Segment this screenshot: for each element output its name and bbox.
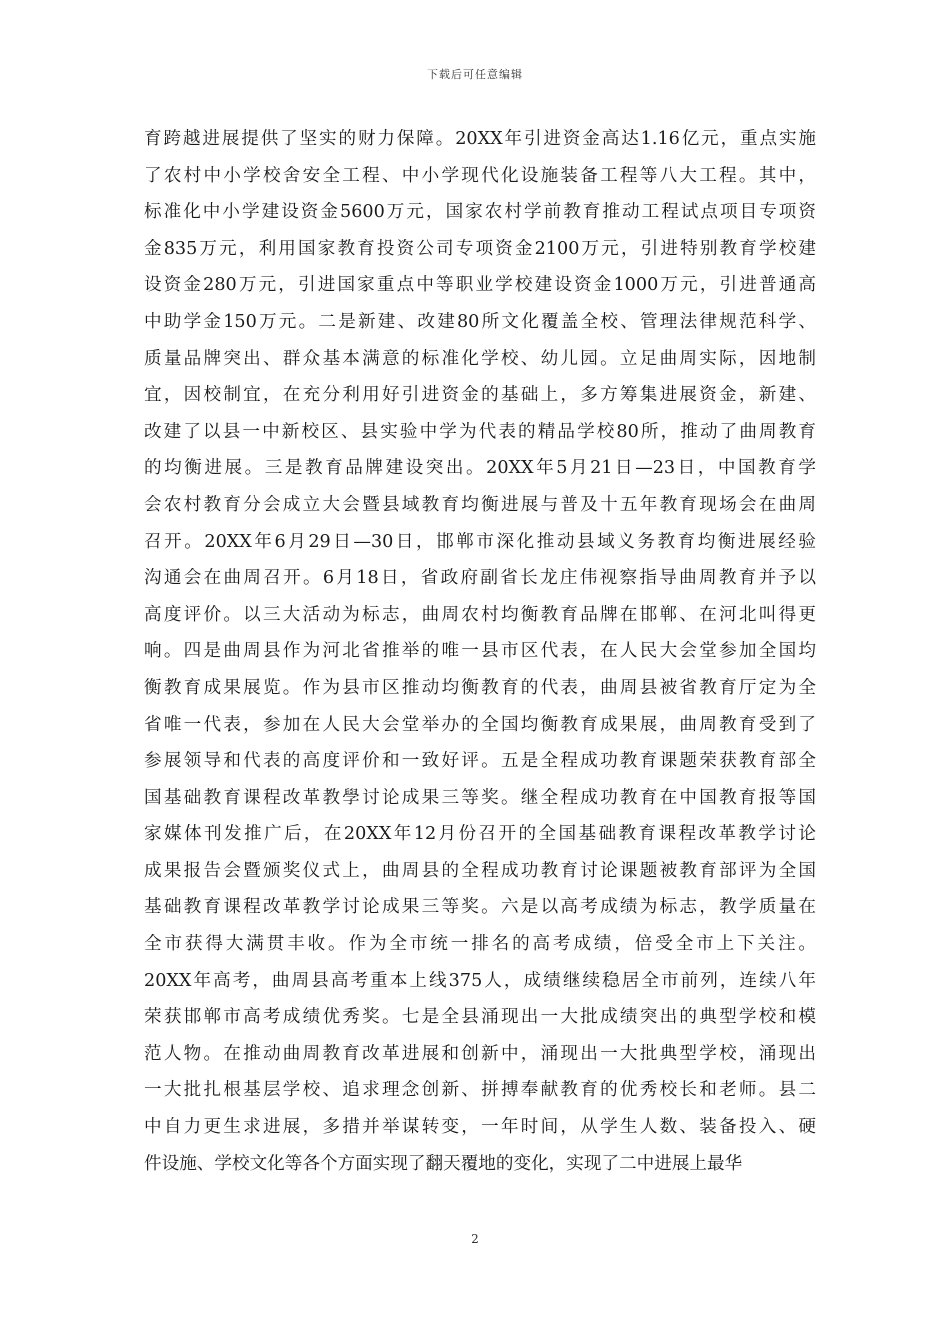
page-number: 2 bbox=[471, 1232, 479, 1246]
text-line: 改建了以县一中新校区、县实验中学为代表的精品学校80所，推动了曲周教育 bbox=[144, 421, 816, 442]
text-line: 会农村教育分会成立大会暨县域教育均衡进展与普及十五年教育现场会在曲周 bbox=[144, 494, 816, 515]
text-line: 范人物。在推动曲周教育改革进展和创新中，涌现出一大批典型学校，涌现出 bbox=[144, 1043, 816, 1064]
body-text bbox=[144, 121, 816, 1182]
text-line: 成果报告会暨颁奖仪式上，曲周县的全程成功教育讨论课题被教育部评为全国 bbox=[144, 860, 816, 881]
text-line: 高度评价。以三大活动为标志，曲周农村均衡教育品牌在邯郸、在河北叫得更 bbox=[144, 604, 816, 625]
page-header: 下载后可任意编辑 bbox=[427, 68, 523, 81]
text-line: 宜，因校制宜，在充分利用好引进资金的基础上，多方筹集进展资金，新建、 bbox=[144, 385, 816, 406]
text-line: 国基础教育课程改革教學讨论成果三等奖。继全程成功教育在中国教育报等国 bbox=[144, 787, 816, 808]
text-line: 标准化中小学建设资金5600万元，国家农村学前教育推动工程试点项目专项资 bbox=[144, 202, 816, 223]
text-line: 全市获得大满贯丰收。作为全市统一排名的高考成绩，倍受全市上下关注。 bbox=[144, 934, 816, 955]
text-line: 衡教育成果展览。作为县市区推动均衡教育的代表，曲周县被省教育厅定为全 bbox=[144, 677, 816, 698]
text-line: 质量品牌突出、群众基本满意的标准化学校、幼儿园。立足曲周实际，因地制 bbox=[144, 348, 816, 369]
text-line: 中助学金150万元。二是新建、改建80所文化覆盖全校、管理法律规范科学、 bbox=[144, 311, 816, 332]
text-line: 育跨越进展提供了坚实的财力保障。20XX年引进资金高达1.16亿元，重点实施 bbox=[144, 129, 816, 149]
text-line: 参展领导和代表的高度评价和一致好评。五是全程成功教育课题荣获教育部全 bbox=[144, 751, 816, 772]
text-line: 荣获邯郸市高考成绩优秀奖。七是全县涌现出一大批成绩突出的典型学校和模 bbox=[144, 1007, 816, 1028]
text-line: 响。四是曲周县作为河北省推举的唯一县市区代表，在人民大会堂参加全国均 bbox=[144, 641, 816, 662]
text-line: 20XX年高考，曲周县高考重本上线375人，成绩继续稳居全市前列，连续八年 bbox=[144, 970, 816, 991]
text-line: 了农村中小学校舍安全工程、中小学现代化设施装备工程等八大工程。其中， bbox=[144, 165, 816, 186]
text-line: 一大批扎根基层学校、追求理念创新、拼搏奉献教育的优秀校长和老师。县二 bbox=[144, 1080, 816, 1101]
text-line: 金835万元，利用国家教育投资公司专项资金2100万元，引进特别教育学校建 bbox=[144, 238, 816, 259]
text-line: 设资金280万元，引进国家重点中等职业学校建设资金1000万元，引进普通高 bbox=[144, 275, 816, 296]
text-line: 件设施、学校文化等各个方面实现了翻天覆地的变化，实现了二中进展上最华 bbox=[144, 1153, 743, 1174]
text-line: 召开。20XX年6月29日—30日，邯郸市深化推动县域义务教育均衡进展经验 bbox=[144, 531, 816, 552]
text-line: 基础教育课程改革教学讨论成果三等奖。六是以高考成绩为标志，教学质量在 bbox=[144, 897, 816, 918]
text-line: 的均衡进展。三是教育品牌建设突出。20XX年5月21日—23日，中国教育学 bbox=[144, 458, 816, 479]
text-line: 家媒体刊发推广后，在20XX年12月份召开的全国基础教育课程改革教学讨论 bbox=[144, 824, 816, 845]
text-line: 中自力更生求进展，多措并举谋转变，一年时间，从学生人数、装备投入、硬 bbox=[144, 1117, 816, 1138]
text-line: 省唯一代表，参加在人民大会堂举办的全国均衡教育成果展，曲周教育受到了 bbox=[144, 714, 816, 735]
text-line: 沟通会在曲周召开。6月18日，省政府副省长龙庄伟视察指导曲周教育并予以 bbox=[144, 568, 816, 589]
